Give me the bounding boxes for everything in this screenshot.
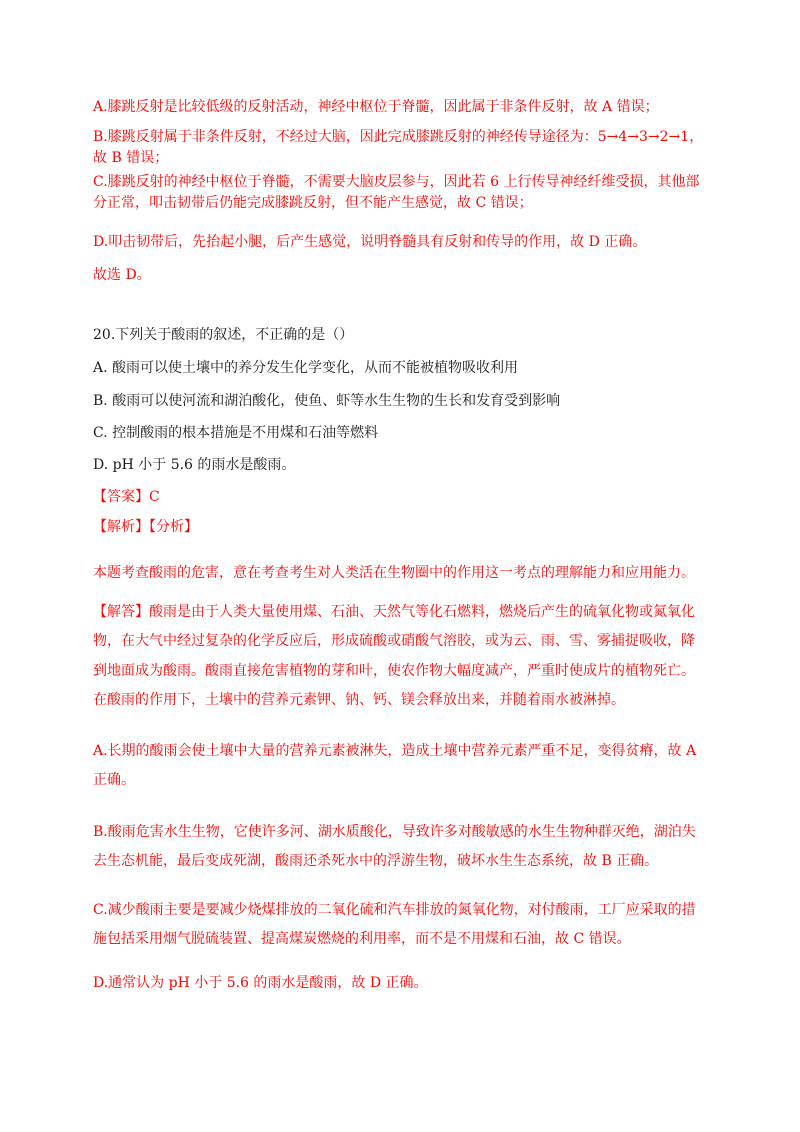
analysis-intro: 本题考查酸雨的危害，意在考查考生对人类活在生物圈中的作用这一考点的理解能力和应用能力。	[93, 565, 695, 581]
question-stem: 20.下列关于酸雨的叙述，不正确的是（）	[93, 327, 354, 343]
option-c: C. 控制酸雨的根本措施是不用煤和石油等燃料	[93, 425, 379, 441]
explain-c: C.减少酸雨主要是要减少烧煤排放的二氧化硫和汽车排放的氮氧化物，对付酸雨，工厂应采取的措施包括采用烟气脱硫装置、提高煤炭燃烧的利用率，而不是不用煤和石油，故 C 错误。	[93, 902, 696, 948]
solution-paragraph: 【解答】酸雨是由于人类大量使用煤、石油、天然气等化石燃料，燃烧后产生的硫氧化物或氮氧化物，在大气中经过复杂的化学反应后，形成硫酸或硝酸气溶胶，或为云、雨、雪、雾捕捉吸收，降到地面成为酸雨。酸雨直接危害植物的芽和叶，使农作物大幅度减产，严重时使成片的植物死亡。在酸雨的作用下，土壤中的营养元素钾、钠、钙、镁会释放出来，并随着雨水被淋掉。	[93, 604, 695, 709]
prev-analysis-b: B.膝跳反射属于非条件反射，不经过大脑，因此完成膝跳反射的神经传导途径为：5→4→3→2→1，故 B 错误；	[93, 129, 704, 166]
option-a: A. 酸雨可以使土壤中的养分发生化学变化，从而不能被植物吸收利用	[93, 360, 519, 376]
prev-analysis-d: D.叩击韧带后，先抬起小腿，后产生感觉，说明脊髓具有反射和传导的作用，故 D 正确。	[93, 234, 647, 250]
option-b: B. 酸雨可以使河流和湖泊酸化，使鱼、虾等水生生物的生长和发育受到影响	[93, 393, 561, 409]
explain-d: D.通常认为 pH 小于 5.6 的雨水是酸雨，故 D 正确。	[93, 975, 428, 991]
prev-analysis-c: C.膝跳反射的神经中枢位于脊髓，不需要大脑皮层参与，因此若 6 上行传导神经纤维受损，其他部分正常，叩击韧带后仍能完成膝跳反射，但不能产生感觉，故 C 错误；	[93, 174, 700, 211]
option-d: D. pH 小于 5.6 的雨水是酸雨。	[93, 457, 296, 473]
answer-label: 【答案】C	[93, 489, 160, 505]
analysis-header: 【解析】【分析】	[93, 519, 198, 535]
explain-b: B.酸雨危害水生生物，它使许多河、湖水质酸化，导致许多对酸敏感的水生生物种群灭绝，湖泊失去生态机能，最后变成死湖，酸雨还杀死水中的浮游生物，破坏水生生态系统，故 B 正确。	[93, 824, 696, 870]
prev-conclusion: 故选 D。	[93, 267, 151, 283]
explain-a: A.长期的酸雨会使土壤中大量的营养元素被淋失，造成土壤中营养元素严重不足，变得贫瘠，故 A 正确。	[93, 743, 697, 789]
prev-analysis-a: A.膝跳反射是比较低级的反射活动，神经中枢位于脊髓，因此属于非条件反射，故 A 错误；	[93, 99, 659, 115]
